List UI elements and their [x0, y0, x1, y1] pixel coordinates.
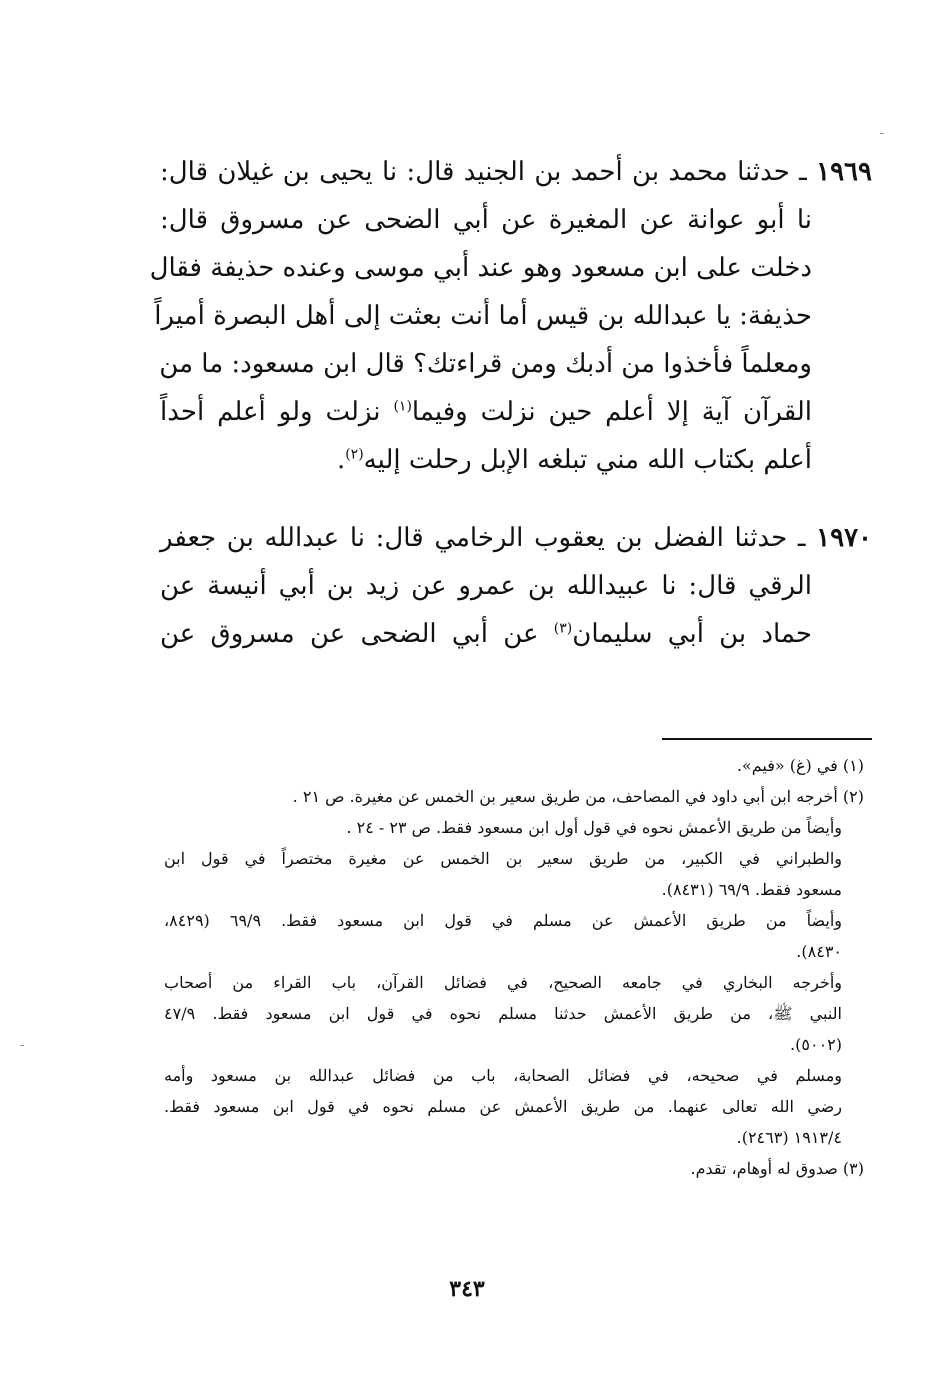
footnote-line: مسعود فقط. ٦٩/٩ (٨٤٣١). [661, 880, 842, 899]
hadith-line: الرقي قال: نا عبيدالله بن عمرو عن زيد بن أبي أنيسة عن [160, 571, 812, 601]
hadith-1970 [160, 514, 872, 658]
footnote-2: (٢) أخرجه ابن أبي داود في المصاحف، من طريق سعير بن الخمس عن مغيرة. ص ٢١ . [292, 787, 864, 806]
footnote-line: النبي ﷺ، من طريق الأعمش حدثنا مسلم نحوه في قول ابن مسعود فقط. ٤٧/٩ [164, 1004, 842, 1023]
hadith-line: أعلم بكتاب الله مني تبلغه الإبل رحلت إليه$^{(٢)}$. [336, 445, 812, 475]
footnote-divider [662, 738, 872, 740]
footnote-1: (١) في (غ) «فيم». [736, 756, 864, 775]
hadith-number: ١٩٦٩ [816, 157, 872, 187]
hadith-line: القرآن آية إلا أعلم حين نزلت وفيما$^{(١)}$ نزلت ولو أعلم أحداً [160, 397, 812, 427]
footnote-3: (٣) صدوق له أوهام، تقدم. [690, 1159, 864, 1178]
scan-speck [880, 133, 884, 134]
footnote-marker: (١) [393, 398, 412, 415]
footnote-line: (٥٠٠٢). [790, 1035, 842, 1054]
footnote-line: ١٩١٣/٤ (٢٤٦٣). [736, 1128, 842, 1147]
footnote-line: وأيضاً من طريق الأعمش نحوه في قول أول ابن مسعود فقط. ص ٢٣ - ٢٤ . [346, 818, 842, 837]
footnote-line: ومسلم في صحيحه، في فضائل الصحابة، باب من فضائل عبدالله بن مسعود وأمه [164, 1066, 842, 1085]
scan-speck [20, 1045, 24, 1046]
footnote-line: وأيضاً من طريق الأعمش عن مسلم في قول ابن مسعود فقط. ٦٩/٩ (٨٤٢٩، [164, 911, 843, 930]
footnotes [164, 750, 864, 1184]
hadith-line: حماد بن أبي سليمان$^{(٣)}$ عن أبي الضحى عن مسروق عن [160, 619, 813, 649]
footnote-line: رضي الله تعالى عنهما. من طريق الأعمش عن مسلم نحوه في قول ابن مسعود فقط. [164, 1097, 842, 1116]
footnote-line: وأخرجه البخاري في جامعه الصحيح، في فضائل القرآن، باب القراء من أصحاب [164, 973, 842, 992]
hadith-line: ومعلماً فأخذوا من أدبك ومن قراءتك؟ قال ابن مسعود: ما من [159, 349, 812, 379]
hadith-line: ١٩٧٠ ـ حدثنا الفضل بن يعقوب الرخامي قال: نا عبدالله بن جعفر [160, 523, 872, 553]
hadith-1969 [149, 148, 872, 484]
hadith-number: ١٩٧٠ [816, 523, 872, 553]
page-number: ٣٤٣ [449, 1276, 485, 1302]
hadith-line: نا أبو عوانة عن المغيرة عن أبي الضحى عن مسروق قال: [160, 205, 812, 235]
footnote-marker: (٢) [345, 446, 364, 463]
footnote-marker: (٣) [553, 620, 573, 637]
footnote-line: ٨٤٣٠). [796, 942, 842, 961]
hadith-line: حذيفة: يا عبدالله بن قيس أما أنت بعثت إلى أهل البصرة أميراً [154, 301, 812, 331]
hadith-line: دخلت على ابن مسعود وهو عند أبي موسى وعنده حذيفة فقال [149, 253, 812, 283]
footnote-line: والطبراني في الكبير، من طريق سعير بن الخمس عن مغيرة مختصراً في قول ابن [164, 849, 842, 868]
hadith-line: ١٩٦٩ ـ حدثنا محمد بن أحمد بن الجنيد قال: نا يحيى بن غيلان قال: [160, 157, 872, 187]
